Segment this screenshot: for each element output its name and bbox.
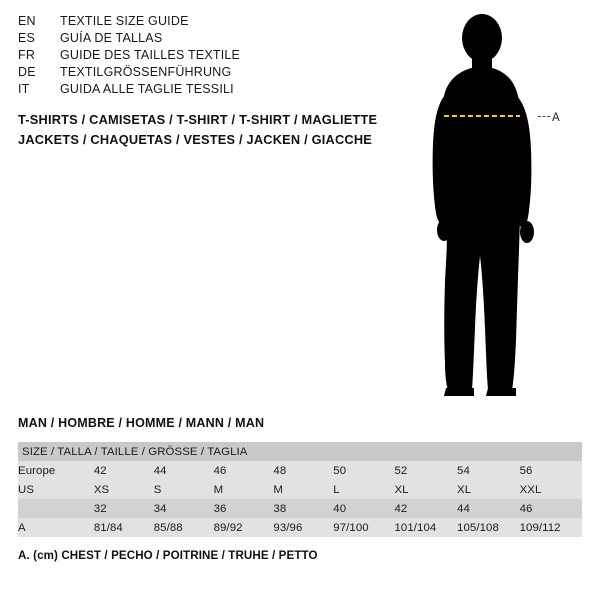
row-label-a: A bbox=[18, 518, 94, 537]
language-code: FR bbox=[18, 48, 36, 62]
language-code: DE bbox=[18, 65, 36, 79]
cell-a-6: 101/104 bbox=[394, 518, 457, 537]
language-code: IT bbox=[18, 82, 30, 96]
category-line-tshirts: T-SHIRTS / CAMISETAS / T-SHIRT / T-SHIRT / MAGLIETTE bbox=[18, 112, 378, 127]
cell-europe-1: 42 bbox=[94, 461, 154, 480]
cell-europe-3: 46 bbox=[214, 461, 274, 480]
cell-num-5: 40 bbox=[333, 499, 394, 518]
row-label-us: US bbox=[18, 480, 94, 499]
cell-us-7: XL bbox=[457, 480, 520, 499]
cell-us-4: M bbox=[273, 480, 333, 499]
cell-us-3: M bbox=[214, 480, 274, 499]
language-text: GUIDE DES TAILLES TEXTILE bbox=[60, 48, 241, 62]
cell-num-4: 38 bbox=[273, 499, 333, 518]
language-code: EN bbox=[18, 14, 36, 28]
cell-us-5: L bbox=[333, 480, 394, 499]
cell-europe-6: 52 bbox=[394, 461, 457, 480]
cell-a-4: 93/96 bbox=[273, 518, 333, 537]
table-title-man: MAN / HOMBRE / HOMME / MANN / MAN bbox=[18, 416, 265, 430]
cell-a-2: 85/88 bbox=[154, 518, 214, 537]
size-table bbox=[18, 442, 582, 537]
cell-europe-4: 48 bbox=[273, 461, 333, 480]
language-text: GUIDA ALLE TAGLIE TESSILI bbox=[60, 82, 234, 96]
cell-a-5: 97/100 bbox=[333, 518, 394, 537]
language-row bbox=[18, 31, 418, 48]
row-label-europe: Europe bbox=[18, 461, 94, 480]
table-row-header bbox=[18, 442, 582, 461]
garment-category-block bbox=[18, 110, 438, 150]
silhouette-icon bbox=[400, 10, 600, 410]
cell-num-7: 44 bbox=[457, 499, 520, 518]
language-row bbox=[18, 65, 418, 82]
table-row bbox=[18, 480, 582, 499]
cell-num-3: 36 bbox=[214, 499, 274, 518]
cell-us-1: XS bbox=[94, 480, 154, 499]
row-label-numeric bbox=[18, 499, 94, 518]
language-row bbox=[18, 14, 418, 31]
cell-europe-5: 50 bbox=[333, 461, 394, 480]
cell-num-2: 34 bbox=[154, 499, 214, 518]
male-silhouette-figure bbox=[400, 10, 600, 410]
cell-num-8: 46 bbox=[520, 499, 582, 518]
table-row bbox=[18, 499, 582, 518]
language-text: TEXTILGRÖSSENFÜHRUNG bbox=[60, 65, 232, 79]
cell-a-3: 89/92 bbox=[214, 518, 274, 537]
table-footnote: A. (cm) CHEST / PECHO / POITRINE / TRUHE / PETTO bbox=[18, 549, 318, 562]
table-row bbox=[18, 461, 582, 480]
cell-num-6: 42 bbox=[394, 499, 457, 518]
measure-leader-line bbox=[538, 116, 550, 117]
cell-europe-8: 56 bbox=[520, 461, 582, 480]
language-text: TEXTILE SIZE GUIDE bbox=[60, 14, 189, 28]
cell-europe-2: 44 bbox=[154, 461, 214, 480]
language-row bbox=[18, 82, 418, 99]
measure-label-a: A bbox=[552, 112, 560, 124]
cell-us-2: S bbox=[154, 480, 214, 499]
cell-us-8: XXL bbox=[520, 480, 582, 499]
language-code: ES bbox=[18, 31, 36, 45]
language-row bbox=[18, 48, 418, 65]
cell-a-7: 105/108 bbox=[457, 518, 520, 537]
language-title-block bbox=[18, 14, 418, 99]
language-text: GUÍA DE TALLAS bbox=[60, 31, 163, 45]
table-row bbox=[18, 518, 582, 537]
cell-a-8: 109/112 bbox=[520, 518, 582, 537]
cell-num-1: 32 bbox=[94, 499, 154, 518]
table-header-label: SIZE / TALLA / TAILLE / GRÖSSE / TAGLIA bbox=[18, 442, 582, 461]
category-line-jackets: JACKETS / CHAQUETAS / VESTES / JACKEN / GIACCHE bbox=[18, 132, 373, 147]
cell-a-1: 81/84 bbox=[94, 518, 154, 537]
cell-europe-7: 54 bbox=[457, 461, 520, 480]
cell-us-6: XL bbox=[394, 480, 457, 499]
